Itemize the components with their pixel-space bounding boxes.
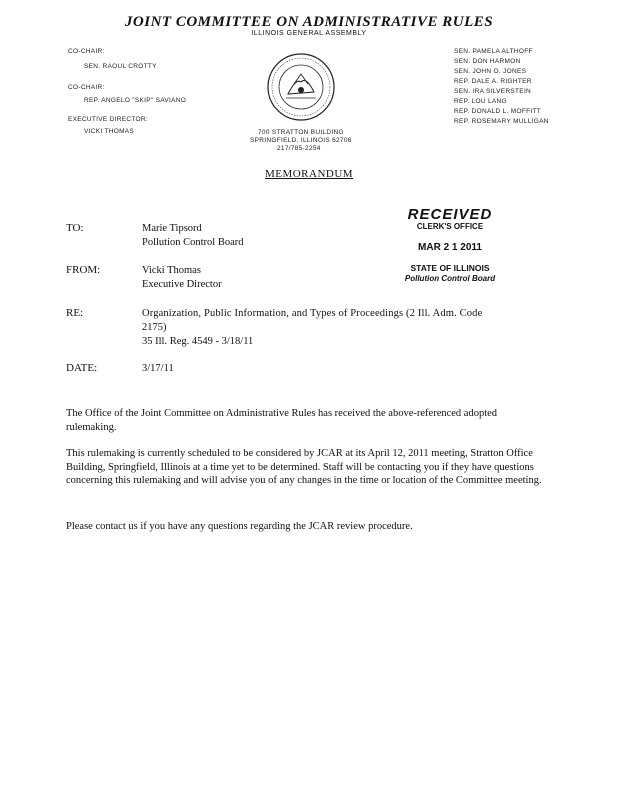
re-subject-line-1: Organization, Public Information, and Types of Proceedings (2 Ill. Adm. Code [142,308,483,319]
state-seal-icon [266,52,336,122]
cochair-name: SEN. RAOUL CROTTY [84,63,157,70]
letterhead-subtitle: ILLINOIS GENERAL ASSEMBLY [251,30,367,37]
executive-director-label: EXECUTIVE DIRECTOR: [68,116,148,123]
date-value: 3/17/11 [142,363,174,374]
member-list-item: REP. DONALD L. MOFFITT [454,108,542,115]
re-label: RE: [66,307,84,319]
cochair-label: CO-CHAIR: [68,48,105,55]
re-citation: 35 Ill. Reg. 4549 - 3/18/11 [142,336,254,347]
executive-director-name: VICKI THOMAS [84,128,135,135]
cochair2-label: CO-CHAIR: [68,84,105,91]
address-line-2: SPRINGFIELD, ILLINOIS 62706 [250,137,352,144]
to-label: TO: [66,222,84,234]
stamp-state: STATE OF ILLINOIS [410,263,490,273]
from-name: Vicki Thomas [142,265,201,276]
member-list-item: REP. LOU LANG [454,98,507,105]
from-title: Executive Director [142,279,222,290]
body-paragraph-1: The Office of the Joint Committee on Administrative Rules has received the above-referenced adopted rulemaking. [66,408,498,433]
from-label: FROM: [66,264,101,276]
address-line-1: 700 STRATTON BUILDING [258,129,344,136]
re-subject-line-2: 2175) [142,322,167,333]
member-list-item: REP. DALE A. RIGHTER [454,78,532,85]
to-name: Marie Tipsord [142,223,202,234]
memorandum-heading: MEMORANDUM [264,168,354,180]
member-list-item: SEN. IRA SILVERSTEIN [454,88,532,95]
member-list-item: SEN. JOHN O. JONES [454,68,527,75]
member-list-item: SEN. DON HARMON [454,58,521,65]
stamp-board: Pollution Control Board [404,274,496,283]
stamp-date: MAR 2 1 2011 [418,242,482,253]
date-label: DATE: [66,362,98,374]
body-paragraph-2: This rulemaking is currently scheduled to be considered by JCAR at its April 12, 2011 meeting, Stratton Office Building, Springfield, Illinois at a time yet to be determined. Staff will be contacting you if they have questions concerning this rulemaking and will advise you of any changes in the time or location of the Committee meeting. [66,448,542,486]
to-organization: Pollution Control Board [142,237,244,248]
letterhead-title: JOINT COMMITTEE ON ADMINISTRATIVE RULES [124,14,494,30]
stamp-office: CLERK'S OFFICE [416,222,484,231]
member-list-item: REP. ROSEMARY MULLIGAN [454,118,549,125]
received-stamp: RECEIVED [407,206,493,223]
member-list-item: SEN. PAMELA ALTHOFF [454,48,533,55]
body-paragraph-3: Please contact us if you have any questions regarding the JCAR review procedure. [66,521,413,532]
cochair2-name: REP. ANGELO "SKIP" SAVIANO [84,97,187,104]
address-phone: 217/785-2254 [277,145,321,152]
